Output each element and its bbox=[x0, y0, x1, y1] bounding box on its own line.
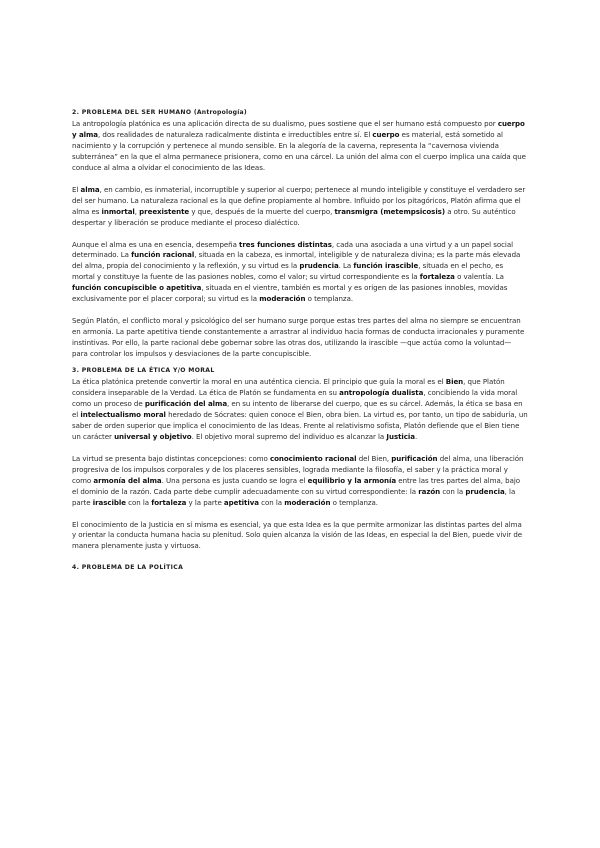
paragraph-text: Aunque el alma es una en esencia, desempeña bbox=[72, 239, 240, 249]
paragraph-text: y la parte bbox=[186, 497, 224, 507]
bold-term: apetitiva bbox=[223, 497, 259, 507]
bold-term: función concupiscible o apetitiva bbox=[72, 283, 202, 293]
paragraph-text: El conocimiento de la Justicia en sí misma es esencial, ya que esta Idea es la que permite armonizar las distintas partes del alma y orientar la conducta humana hacia su plenitud. Solo quien alcanza la visión de las Ideas, en especial la del Bien, puede vivir de manera plenamente justa y virtuosa. bbox=[72, 519, 523, 551]
paragraph-text: o valentía. La bbox=[454, 272, 504, 282]
bold-term: purificación bbox=[391, 453, 438, 463]
paragraph-text: heredado de Sócrates: quien conoce el Bien, obra bien. La virtud es, por tanto, un tipo de sabiduría, un saber de orden superior que implica el conocimiento de las Ideas. Frente al relativismo sofista, Platón defiende que el Bien tiene un carácter bbox=[72, 409, 528, 441]
bold-term: función racional bbox=[131, 250, 195, 260]
paragraph-text: El bbox=[72, 184, 81, 194]
bold-term: moderación bbox=[284, 497, 331, 507]
bold-term: intelectualismo moral bbox=[80, 409, 166, 419]
paragraph-justicia bbox=[72, 520, 528, 553]
paragraph-text: con la bbox=[125, 497, 152, 507]
section-heading-politica: 4. PROBLEMA DE LA POLÍTICA bbox=[72, 564, 184, 572]
paragraph-text: , dos realidades de naturaleza radicalmente distinta e irreductibles entre sí. El bbox=[98, 129, 373, 139]
paragraph-text: , en cambio, es inmaterial, incorruptible y superior al cuerpo; pertenece al mundo inteligible y constituye el verdadero ser del ser humano. La naturaleza racional es la que define propiamente al hombre. Influido por los pitagóricos, Platón afirma que el alma es bbox=[72, 184, 526, 216]
paragraph-text: . Una persona es justa cuando se logra el bbox=[161, 475, 308, 485]
section-heading-ser-humano-subtitle: (Antropología) bbox=[193, 109, 247, 116]
bold-term: equilibrio y la armonía bbox=[307, 475, 397, 485]
paragraph-text: , bbox=[134, 206, 140, 216]
paragraph-text: Según Platón, el conflicto moral y psicológico del ser humano surge porque estas tres partes del alma no siempre se encuentran en armonía. La parte apetitiva tiende constantemente a arrastrar al individuo hacia formas de conducta irracionales y puramente instintivas. Por ello, la parte racional debe gobernar sobre las otras dos, utilizando la irascible —que actúa como la voluntad— para controlar los impulsos y desviaciones de la parte concupiscible. bbox=[72, 316, 525, 359]
paragraph-text: La ética platónica pretende convertir la moral en una auténtica ciencia. El principio que guía la moral es el bbox=[72, 377, 446, 387]
paragraph-text: , situada en el vientre, también es mortal y es origen de las pasiones innobles, movidas exclusivamente por el placer corporal; su virtud es la bbox=[72, 283, 508, 304]
paragraph-alma bbox=[72, 185, 528, 229]
paragraph-text: , situada en la cabeza, es inmortal, inteligible y de naturaleza divina; es la parte más elevada del alma, propia del conocimiento y la reflexión, y su virtud es la bbox=[72, 250, 521, 271]
paragraph-etica-platonica bbox=[72, 377, 528, 443]
bold-term: cuerpo bbox=[372, 129, 400, 139]
paragraph-text: con la bbox=[440, 486, 466, 496]
bold-term: irascible bbox=[92, 497, 126, 507]
bold-term: cuerpo y alma bbox=[72, 118, 525, 139]
paragraph-text: , en su intento de liberarse del cuerpo, que es su cárcel. Además, la ética se basa en el bbox=[72, 398, 523, 419]
bold-term: fortaleza bbox=[151, 497, 187, 507]
paragraph-text: del alma, una liberación progresiva de los impulsos corporales y de los placeres sensibles, lograda mediante la filosofía, el saber y la práctica moral y como bbox=[72, 453, 524, 485]
bold-term: prudencia bbox=[465, 486, 505, 496]
bold-term: conocimiento racional bbox=[270, 453, 357, 463]
section-heading-etica: 3. PROBLEMA DE LA ÉTICA Y/O MORAL bbox=[72, 367, 215, 375]
bold-term: moderación bbox=[259, 294, 306, 304]
bold-term: antropología dualista bbox=[339, 387, 424, 397]
paragraph-text: o templanza. bbox=[330, 497, 378, 507]
paragraph-text: . El objetivo moral supremo del individuo es alcanzar la bbox=[191, 431, 387, 441]
paragraph-text: , cada una asociada a una virtud y a un papel social determinado. La bbox=[72, 239, 514, 260]
paragraph-text: La antropología platónica es una aplicación directa de su dualismo, pues sostiene que el ser humano está compuesto por bbox=[72, 118, 498, 128]
paragraph-text: , la parte bbox=[72, 486, 516, 507]
document-page bbox=[72, 108, 528, 574]
bold-term: alma bbox=[80, 184, 100, 194]
bold-term: prudencia bbox=[299, 261, 339, 271]
bold-term: razón bbox=[418, 486, 441, 496]
paragraph-text: del Bien, bbox=[356, 453, 392, 463]
section-heading-ser-humano-title: 2. PROBLEMA DEL SER HUMANO bbox=[72, 109, 192, 116]
paragraph-funciones-alma bbox=[72, 240, 528, 306]
bold-term: inmortal bbox=[101, 206, 135, 216]
paragraph-virtud bbox=[72, 454, 528, 509]
bold-term: purificación del alma bbox=[144, 398, 228, 408]
bold-term: transmigra (metempsicosis) bbox=[334, 206, 445, 216]
paragraph-text: y que, después de la muerte del cuerpo, bbox=[189, 206, 335, 216]
section-heading-ser-humano bbox=[72, 108, 528, 119]
paragraph-text: es material, está sometido al nacimiento y la corrupción y pertenece al mundo sensible. En la alegoría de la caverna, representa la “cavernosa vivienda subterránea” en la que el alma permanece prisionera, como en una cárcel. La unión del alma con el cuerpo implica una caída que conduce al alma a olvidar el conocimiento de las Ideas. bbox=[72, 129, 526, 172]
bold-term: Bien bbox=[445, 377, 464, 387]
bold-term: Justicia bbox=[386, 431, 415, 441]
bold-term: fortaleza bbox=[419, 272, 455, 282]
paragraph-text: . La bbox=[338, 261, 354, 271]
bold-term: armonía del alma bbox=[93, 475, 162, 485]
bold-term: preexistente bbox=[139, 206, 190, 216]
paragraph-text: La virtud se presenta bajo distintas concepciones: como bbox=[72, 453, 270, 463]
paragraph-text: a otro. Su auténtico despertar y liberación se produce mediante el proceso dialéctico. bbox=[72, 206, 516, 227]
paragraph-text: , que Platón considera inseparable de la Verdad. La ética de Platón se fundamenta en su bbox=[72, 377, 505, 397]
paragraph-text: . bbox=[414, 431, 418, 441]
bold-term: función irascible bbox=[353, 261, 419, 271]
bold-term: tres funciones distintas bbox=[239, 239, 332, 249]
paragraph-cuerpo-alma bbox=[72, 119, 528, 174]
paragraph-text: entre las tres partes del alma, bajo el dominio de la razón. Cada parte debe cumplir adecuadamente con su virtud correspondiente: la bbox=[72, 475, 521, 496]
paragraph-conflicto-moral bbox=[72, 316, 528, 360]
paragraph-text: , concibiendo la vida moral como un proceso de bbox=[72, 387, 518, 408]
bold-term: universal y objetivo bbox=[114, 431, 192, 441]
paragraph-text: , situada en el pecho, es mortal y constituye la fuente de las pasiones nobles, como el valor; su virtud correspondiente es la bbox=[72, 261, 504, 282]
paragraph-text: o templanza. bbox=[305, 294, 354, 304]
paragraph-text: con la bbox=[258, 497, 285, 507]
